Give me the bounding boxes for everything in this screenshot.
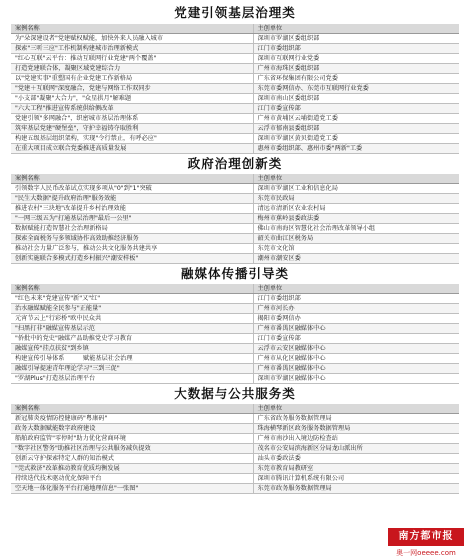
unit-name-cell: 江门市委组织部 <box>253 294 459 304</box>
unit-name-cell: 广东省环保集团有限公司党委 <box>253 74 459 84</box>
case-name-cell: "红心互联"云平台：推动互联网行业党建"两个覆盖" <box>11 54 253 64</box>
table-row <box>11 214 459 224</box>
unit-name-cell: 广州市从化区融媒体中心 <box>253 354 459 364</box>
case-name-cell: "罗湖Plus"打造基层治理平台 <box>11 374 253 384</box>
case-name-cell: 以"党建实事"重塑国有企业党建工作新格局 <box>11 74 253 84</box>
table-row <box>11 54 459 64</box>
unit-name-cell: 深圳市南山区委组织部 <box>253 94 459 104</box>
case-name-cell: 融媒引导提速青年理论学习"三到三促" <box>11 364 253 374</box>
unit-name-cell: 汕头市委政法委 <box>253 454 459 464</box>
table-row <box>11 334 459 344</box>
case-name-cell: "小支部"凝聚"大合力"，"众星拱月"解难题 <box>11 94 253 104</box>
table-row <box>11 464 459 474</box>
table-row <box>11 144 459 154</box>
case-name-cell: 党建引领"多网融合"，织密城市基层治理体系 <box>11 114 253 124</box>
unit-name-cell: 深圳市罗湖区工业和信息化局 <box>253 184 459 194</box>
case-name-cell: 政务大数据赋能数字政府建设 <box>11 424 253 434</box>
section-1 <box>11 154 459 264</box>
table-row <box>11 374 459 384</box>
section-0 <box>11 0 459 154</box>
unit-name-cell: 广州市海珠区委组织部 <box>253 64 459 74</box>
case-name-cell: 探索"三听三应"工作机制构建城市治理新模式 <box>11 44 253 54</box>
column-header-unit: 主创单位 <box>253 404 459 414</box>
unit-name-cell: 江门市委宣传部 <box>253 104 459 114</box>
unit-name-cell: 江门市委宣传部 <box>253 334 459 344</box>
unit-name-cell: 广州市南沙出入境边防检查站 <box>253 434 459 444</box>
newspaper-logo: 南方都市报 <box>388 528 464 546</box>
case-name-cell: "侨批中的党史"融媒产品助推党史学习教育 <box>11 334 253 344</box>
case-table <box>11 404 459 494</box>
unit-name-cell: 东莞市政务服务数据管理局 <box>253 484 459 494</box>
case-name-cell: "莞式救济"改革推动教育优质均衡发展 <box>11 464 253 474</box>
case-name-cell: 引领数字人民币改革试点实现多项从"0"到"1"突破 <box>11 184 253 194</box>
unit-name-cell: 珠海横琴新区政务服务数据管理局 <box>253 424 459 434</box>
table-row <box>11 314 459 324</box>
unit-name-cell: 梅州市蕉岭县委政法委 <box>253 214 459 224</box>
table-row <box>11 204 459 214</box>
table-row <box>11 134 459 144</box>
column-header-unit: 主创单位 <box>253 24 459 34</box>
table-row <box>11 304 459 314</box>
table-row <box>11 94 459 104</box>
case-name-cell: 推进农村"三块地"改革提升乡村治理效能 <box>11 204 253 214</box>
unit-name-cell: 东莞市民政局 <box>253 194 459 204</box>
table-row <box>11 294 459 304</box>
unit-name-cell: 广州市黄埔区云埔街道党工委 <box>253 114 459 124</box>
case-name-cell: 新冠肺炎疫情防控健康码"粤康码" <box>11 414 253 424</box>
section-title: 融媒体传播引导类 <box>180 266 289 281</box>
column-header-case: 案例名称 <box>11 174 253 184</box>
unit-name-cell: 茂名市公安局滨海新区分局龙山派出所 <box>253 444 459 454</box>
case-name-cell: 筑牢基层党建"硬堡垒"，守护幸福铸夺取胜利 <box>11 124 253 134</box>
case-name-cell: 空天地一体化服务平台打通地理信息"一张图" <box>11 484 253 494</box>
table-row <box>11 434 459 444</box>
case-name-cell: 数据赋能打造智慧社会治理新格局 <box>11 224 253 234</box>
unit-name-cell: 佛山市南海区智慧化社会治理改革领导小组 <box>253 224 459 234</box>
case-name-cell: "民生大数据"提升政府治理"服务效能 <box>11 194 253 204</box>
table-row <box>11 224 459 234</box>
case-name-cell: "数字社区警务"助推社区治理与公共服务减负提效 <box>11 444 253 454</box>
table-row <box>11 64 459 74</box>
case-table <box>11 284 459 384</box>
case-name-cell: "一网三级五为"打通基层治理"最后一公里" <box>11 214 253 224</box>
table-row <box>11 44 459 54</box>
table-row <box>11 354 459 364</box>
unit-name-cell: 江门市委组织部 <box>253 44 459 54</box>
case-name-cell: 船舶政府监管"零停时"助力优化营商环境 <box>11 434 253 444</box>
newspaper-website: 奥一网oeeee.com <box>396 549 456 557</box>
case-name-cell: 打造党建联合体，凝聚区域党建综合力 <box>11 64 253 74</box>
table-row <box>11 444 459 454</box>
section-title: 大数据与公共服务类 <box>174 386 296 401</box>
table-row <box>11 194 459 204</box>
table-row <box>11 184 459 194</box>
unit-name-cell: 东莞市文化馆 <box>253 244 459 254</box>
unit-name-cell: 深圳市罗湖区融媒体中心 <box>253 374 459 384</box>
case-name-cell: "党建＋互联网"深度融合，党建与网络工作双同步 <box>11 84 253 94</box>
unit-name-cell: 广州市河长办 <box>253 304 459 314</box>
case-name-cell: 融媒宣传"挂点扶贫"到乡镇 <box>11 344 253 354</box>
section-title: 党建引领基层治理类 <box>174 5 296 20</box>
table-row <box>11 344 459 354</box>
unit-name-cell: 云浮市云安区融媒体中心 <box>253 344 459 354</box>
table-row <box>11 424 459 434</box>
case-table <box>11 174 459 264</box>
section-title: 政府治理创新类 <box>187 156 283 171</box>
case-name-cell: 为"朵深建设者"党建赋权赋能，加快外来人员融入城市 <box>11 34 253 44</box>
table-row <box>11 414 459 424</box>
table-header-row <box>11 284 459 294</box>
unit-name-cell: 云浮市郁南县委组织部 <box>253 124 459 134</box>
unit-name-cell: 韶关市曲江区税务局 <box>253 234 459 244</box>
table-row <box>11 104 459 114</box>
unit-name-cell: 潮州市潮安区委 <box>253 254 459 264</box>
unit-name-cell: 惠州市委组织部、惠州市委"两新"工委 <box>253 144 459 154</box>
case-name-cell: 探索全面税务与多领域协作高效助推经济服务 <box>11 234 253 244</box>
unit-name-cell: 广州市番禺区融媒体中心 <box>253 364 459 374</box>
section-2 <box>11 264 459 384</box>
unit-name-cell: 广州市番禺区融媒体中心 <box>253 324 459 334</box>
unit-name-cell: 深圳市罗湖区黄贝街道党工委 <box>253 134 459 144</box>
table-row <box>11 234 459 244</box>
case-name-cell: 持续迭代技术驱动优化保障平台 <box>11 474 253 484</box>
unit-name-cell: 清远市清新区农业农村局 <box>253 204 459 214</box>
table-row <box>11 244 459 254</box>
table-row <box>11 34 459 44</box>
section-3 <box>11 384 459 494</box>
case-name-cell: 治水融媒赋能全民参与"正能量" <box>11 304 253 314</box>
table-row <box>11 114 459 124</box>
table-row <box>11 254 459 264</box>
column-header-unit: 主创单位 <box>253 174 459 184</box>
table-row <box>11 484 459 494</box>
table-row <box>11 324 459 334</box>
column-header-case: 案例名称 <box>11 404 253 414</box>
case-name-cell: 推动社会力量广泛参与，推动公共文化服务共建共享 <box>11 244 253 254</box>
unit-name-cell: 深圳市罗湖区委组织部 <box>253 34 459 44</box>
case-name-cell: "扫黑打非"融媒宣传基层示范 <box>11 324 253 334</box>
case-name-cell: 在重大项目成立联合党委推进高质量发展 <box>11 144 253 154</box>
table-row <box>11 84 459 94</box>
column-header-unit: 主创单位 <box>253 284 459 294</box>
unit-name-cell: 东莞市委网信办、东莞市互联网行业党委 <box>253 84 459 94</box>
table-row <box>11 124 459 134</box>
table-header-row <box>11 404 459 414</box>
table-row <box>11 474 459 484</box>
column-header-case: 案例名称 <box>11 284 253 294</box>
table-header-row <box>11 24 459 34</box>
case-name-cell: 构建宣传引导体系 赋能基层社会治理 <box>11 354 253 364</box>
table-header-row <box>11 174 459 184</box>
unit-name-cell: 深圳市互联网行业党委 <box>253 54 459 64</box>
case-name-cell: 创新云守护探索特定人群的知治模式 <box>11 454 253 464</box>
case-name-cell: 元宵节云上"行彩桥"欧中民众共 <box>11 314 253 324</box>
unit-name-cell: 深圳市腾讯计算机系统有限公司 <box>253 474 459 484</box>
case-name-cell: 创新实施联合多模式打造乡村振兴"潮安样板" <box>11 254 253 264</box>
unit-name-cell: 东莞市教育局教研室 <box>253 464 459 474</box>
table-row <box>11 364 459 374</box>
case-name-cell: "红色未来"党建宣传"新"又"红" <box>11 294 253 304</box>
report-page <box>11 0 459 494</box>
table-row <box>11 74 459 84</box>
case-name-cell: 构建五级基层组织架构，实现"令行禁止，有呼必应" <box>11 134 253 144</box>
unit-name-cell: 广东省政务服务数据管理局 <box>253 414 459 424</box>
table-row <box>11 454 459 464</box>
unit-name-cell: 揭阳市委网信办 <box>253 314 459 324</box>
column-header-case: 案例名称 <box>11 24 253 34</box>
case-table <box>11 24 459 154</box>
case-name-cell: "六大工程"推进宣传系统供给侧改革 <box>11 104 253 114</box>
